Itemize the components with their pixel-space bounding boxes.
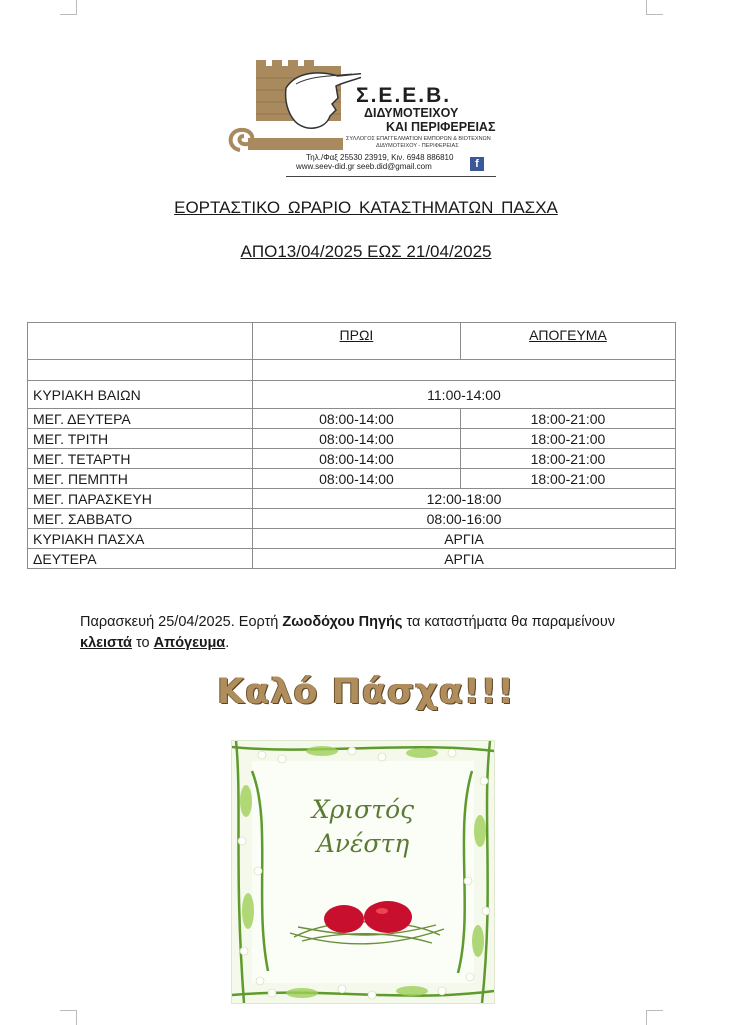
table-row — [28, 449, 676, 469]
page-corner-mark — [646, 0, 663, 15]
logo-caption: ΣΥΛΛΟΓΟΣ ΕΠΑΓΓΕΛΜΑΤΙΩΝ ΕΜΠΟΡΩΝ & ΒΙΟΤΕΧΝΩΝ — [346, 136, 491, 142]
hours-cell: ΑΡΓΙΑ — [253, 549, 676, 569]
date-range: ΑΠΟ13/04/2025 ΕΩΣ 21/04/2025 — [240, 242, 492, 261]
table-header-cell — [28, 323, 253, 360]
easter-greeting: Καλό Πάσχα!!! — [217, 672, 515, 712]
easter-card-image — [231, 740, 495, 1004]
note-text: . — [225, 635, 230, 651]
table-row — [28, 549, 676, 569]
page-corner-mark — [60, 0, 77, 15]
afternoon-cell: 18:00-21:00 — [460, 449, 675, 469]
hours-cell: 11:00-14:00 — [253, 381, 676, 409]
afternoon-cell: 18:00-21:00 — [460, 409, 675, 429]
table-row — [28, 469, 676, 489]
flower-border-decoration — [232, 741, 494, 1003]
table-header-row — [28, 323, 676, 360]
day-cell: ΜΕΓ. ΠΑΡΑΣΚΕΥΗ — [28, 489, 253, 509]
afternoon-cell: 18:00-21:00 — [460, 469, 675, 489]
day-cell: ΔΕΥΤΕΡΑ — [28, 549, 253, 569]
logo-subtitle: ΚΑΙ ΠΕΡΙΦΕΡΕΙΑΣ — [386, 120, 496, 134]
morning-cell: 08:00-14:00 — [253, 449, 461, 469]
closure-note — [80, 612, 670, 654]
logo-subtitle: ΔΙΔΥΜΟΤΕΙΧΟΥ — [364, 106, 459, 120]
day-cell: ΜΕΓ. ΔΕΥΤΕΡΑ — [28, 409, 253, 429]
page-title: ΕΟΡΤΑΣΤΙΚΟ ΩΡΑΡΙΟ ΚΑΤΑΣΤΗΜΑΤΩΝ ΠΑΣΧΑ — [174, 198, 558, 217]
note-text: το — [131, 635, 154, 651]
morning-cell: 08:00-14:00 — [253, 429, 461, 449]
card-greeting-line: Ανέστη — [316, 829, 410, 858]
table-row — [28, 489, 676, 509]
note-closed: κλειστά — [80, 635, 132, 651]
morning-cell: 08:00-14:00 — [253, 409, 461, 429]
day-cell: ΜΕΓ. ΤΕΤΑΡΤΗ — [28, 449, 253, 469]
day-cell: ΜΕΓ. ΣΑΒΒΑΤΟ — [28, 509, 253, 529]
table-row — [28, 529, 676, 549]
table-row — [28, 360, 676, 381]
note-text: τα καταστήματα θα παραμείνουν — [402, 614, 615, 630]
association-logo — [226, 58, 498, 178]
day-cell: ΚΥΡΙΑΚΗ ΒΑΙΩΝ — [28, 381, 253, 409]
hours-cell: 08:00-16:00 — [253, 509, 676, 529]
logo-emblem — [226, 58, 361, 168]
day-cell: ΜΕΓ. ΤΡΙΤΗ — [28, 429, 253, 449]
table-header-cell — [460, 323, 675, 360]
facebook-icon: f — [470, 157, 484, 171]
table-cell — [28, 360, 253, 381]
table-row — [28, 429, 676, 449]
note-afternoon: Απόγευμα — [153, 635, 226, 651]
table-header-cell — [253, 323, 461, 360]
note-feast-name: Ζωοδόχου Πηγής — [282, 614, 403, 630]
logo-caption: ΔΙΔΥΜΟΤΕΙΧΟΥ - ΠΕΡΙΦΕΡΕΙΑΣ — [376, 143, 459, 149]
table-cell — [253, 360, 676, 381]
card-greeting-line: Χριστός — [311, 795, 415, 824]
page-corner-mark — [60, 1010, 77, 1025]
opening-hours-table — [27, 322, 676, 569]
afternoon-cell: 18:00-21:00 — [460, 429, 675, 449]
logo-phone: Τηλ./Φαξ 25530 23919, Κιν. 6948 886810 — [306, 153, 454, 162]
morning-cell: 08:00-14:00 — [253, 469, 461, 489]
day-cell: ΚΥΡΙΑΚΗ ΠΑΣΧΑ — [28, 529, 253, 549]
page-corner-mark — [646, 1010, 663, 1025]
table-row — [28, 381, 676, 409]
header-afternoon: ΑΠΟΓΕΥΜΑ — [529, 327, 607, 343]
note-text: Παρασκευή 25/04/2025. Εορτή — [80, 614, 283, 630]
table-row — [28, 509, 676, 529]
logo-title: Σ.Ε.Ε.Β. — [356, 84, 452, 107]
hours-cell: ΑΡΓΙΑ — [253, 529, 676, 549]
hours-cell: 12:00-18:00 — [253, 489, 676, 509]
logo-divider — [286, 176, 496, 177]
table-row — [28, 409, 676, 429]
day-cell: ΜΕΓ. ΠΕΜΠΤΗ — [28, 469, 253, 489]
header-morning: ΠΡΩΙ — [339, 327, 374, 343]
logo-web-email: www.seev-did.gr seeb.did@gmail.com — [296, 162, 432, 171]
